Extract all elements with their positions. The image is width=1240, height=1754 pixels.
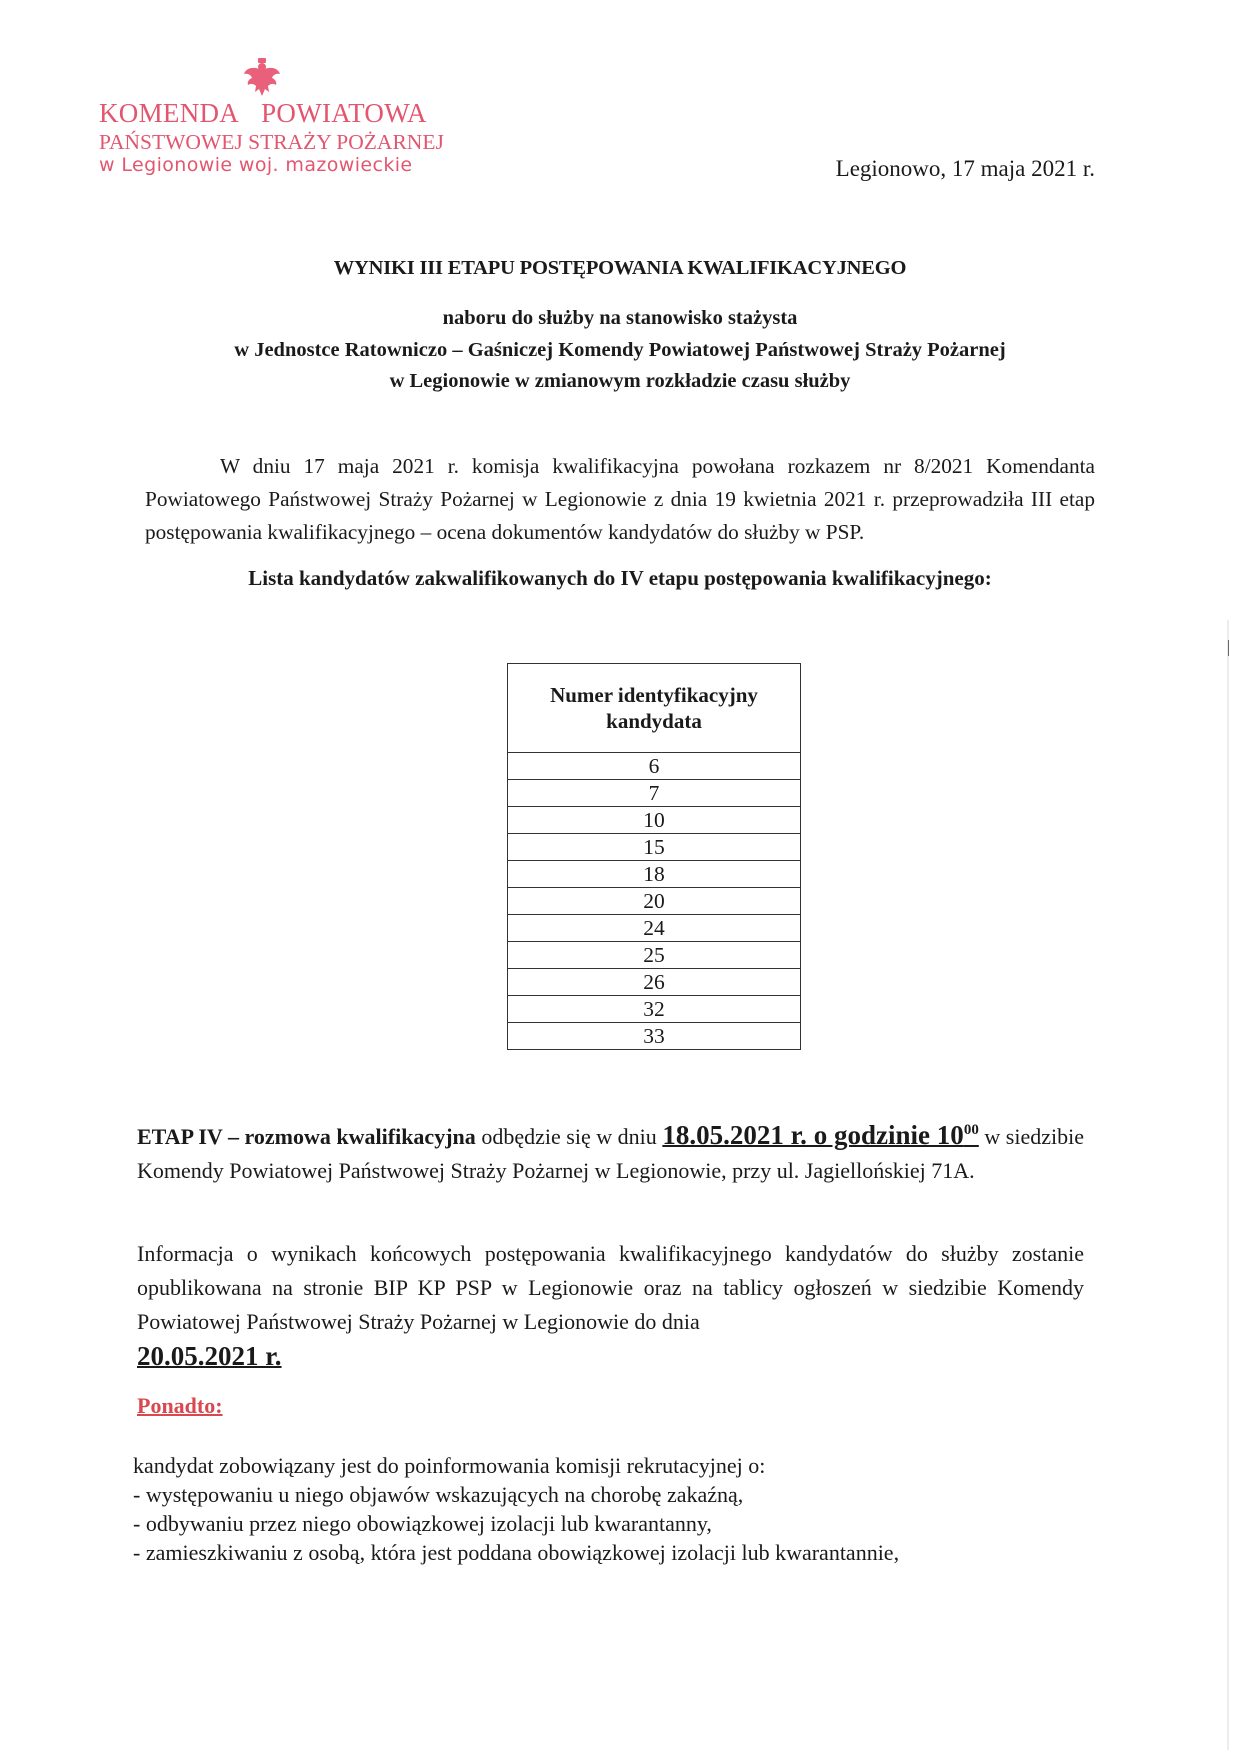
deadline-date: 20.05.2021 r.: [137, 1341, 282, 1371]
candidate-id: 24: [508, 915, 801, 942]
eagle-emblem-icon: [243, 58, 281, 98]
candidates-list-heading: Lista kandydatów zakwalifikowanych do IV etapu postępowania kwalifikacyjnego:: [248, 566, 992, 590]
table-row: [508, 753, 801, 780]
candidate-id: 15: [508, 834, 801, 861]
stage4-text: odbędzie się w dniu: [475, 1124, 663, 1149]
table-row: [508, 834, 801, 861]
candidate-id: 6: [508, 753, 801, 780]
table-row: [508, 807, 801, 834]
notice-list: [133, 1451, 899, 1567]
notice-heading: Ponadto:: [137, 1393, 223, 1418]
scan-edge-mark: [1228, 640, 1229, 656]
table-header: Numer identyfikacyjny kandydata: [508, 664, 801, 753]
stage4-date-time: 18.05.2021 r. o godzinie $10^{00}$: [662, 1120, 979, 1150]
org-name-line2: PAŃSTWOWEJ STRAŻY POŻARNEJ: [99, 130, 444, 154]
org-name-line3: w Legionowie woj. mazowieckie: [99, 154, 413, 176]
candidate-id: 25: [508, 942, 801, 969]
candidate-id: 7: [508, 780, 801, 807]
stage4-location: w siedzibie Komendy Powiatowej Państwowej Straży Pożarnej w Legionowie, przy ul. Jagiellońskiej 71A.: [137, 1124, 1084, 1183]
table-row: [508, 942, 801, 969]
candidate-id: 26: [508, 969, 801, 996]
scan-edge-line: [1227, 620, 1229, 1750]
notice-item: - zamieszkiwaniu z osobą, która jest poddana obowiązkowej izolacji lub kwarantannie,: [133, 1540, 900, 1565]
table-row: [508, 996, 801, 1023]
candidate-id: 10: [508, 807, 801, 834]
candidate-id: 32: [508, 996, 801, 1023]
table-row: [508, 1023, 801, 1050]
org-name-powiatowa: POWIATOWA: [261, 98, 427, 128]
info-paragraph: [137, 1237, 1084, 1375]
notice-item: - występowaniu u niego objawów wskazujących na chorobę zakaźną,: [133, 1482, 744, 1507]
subtitle-line-3: w Legionowie w zmianowym rozkładzie czasu służby: [389, 370, 851, 392]
candidate-id: 33: [508, 1023, 801, 1050]
stage4-paragraph: [137, 1113, 1084, 1188]
table-row: [508, 861, 801, 888]
notice-item: - odbywaniu przez niego obowiązkowej izolacji lub kwarantanny,: [133, 1511, 712, 1536]
table-row: [508, 969, 801, 996]
place-date: Legionowo, 17 maja 2021 r.: [835, 156, 1095, 181]
subtitle-line-1: naboru do służby na stanowisko stażysta: [442, 307, 798, 329]
info-text: Informacja o wynikach końcowych postępowania kwalifikacyjnego kandydatów do służby zostanie opublikowana na stronie BIP KP PSP w Legionowie oraz na tablicy ogłoszeń w siedzibie Komendy Powiatowej Państwowej Straży Pożarnej w Legionowie do dnia: [137, 1241, 1084, 1334]
subtitle-line-2: w Jednostce Ratowniczo – Gaśniczej Komendy Powiatowej Państwowej Straży Pożarnej: [234, 339, 1006, 361]
stage4-label: ETAP IV – rozmowa kwalifikacyjna: [137, 1124, 476, 1149]
org-name-komenda: KOMENDA: [99, 98, 240, 128]
document-title: WYNIKI III ETAPU POSTĘPOWANIA KWALIFIKACYJNEGO: [333, 257, 907, 279]
candidate-id: 20: [508, 888, 801, 915]
candidate-id: 18: [508, 861, 801, 888]
intro-paragraph: [145, 450, 1095, 549]
intro-paragraph-text: W dniu 17 maja 2021 r. komisja kwalifikacyjna powołana rozkazem nr 8/2021 Komendanta Powiatowego Państwowej Straży Pożarnej w Legionowie z dnia 19 kwietnia 2021 r. przeprowadziła III etap postępowania kwalifikacyjnego – ocena dokumentów kandydatów do służby w PSP.: [145, 454, 1095, 544]
org-name-line1: [99, 98, 427, 129]
table-row: [508, 888, 801, 915]
time-minutes: 00: [963, 1122, 979, 1138]
candidates-table: [507, 663, 801, 1050]
notice-intro: kandydat zobowiązany jest do poinformowania komisji rekrutacyjnej o:: [133, 1453, 766, 1478]
table-row: [508, 915, 801, 942]
table-row: [508, 780, 801, 807]
